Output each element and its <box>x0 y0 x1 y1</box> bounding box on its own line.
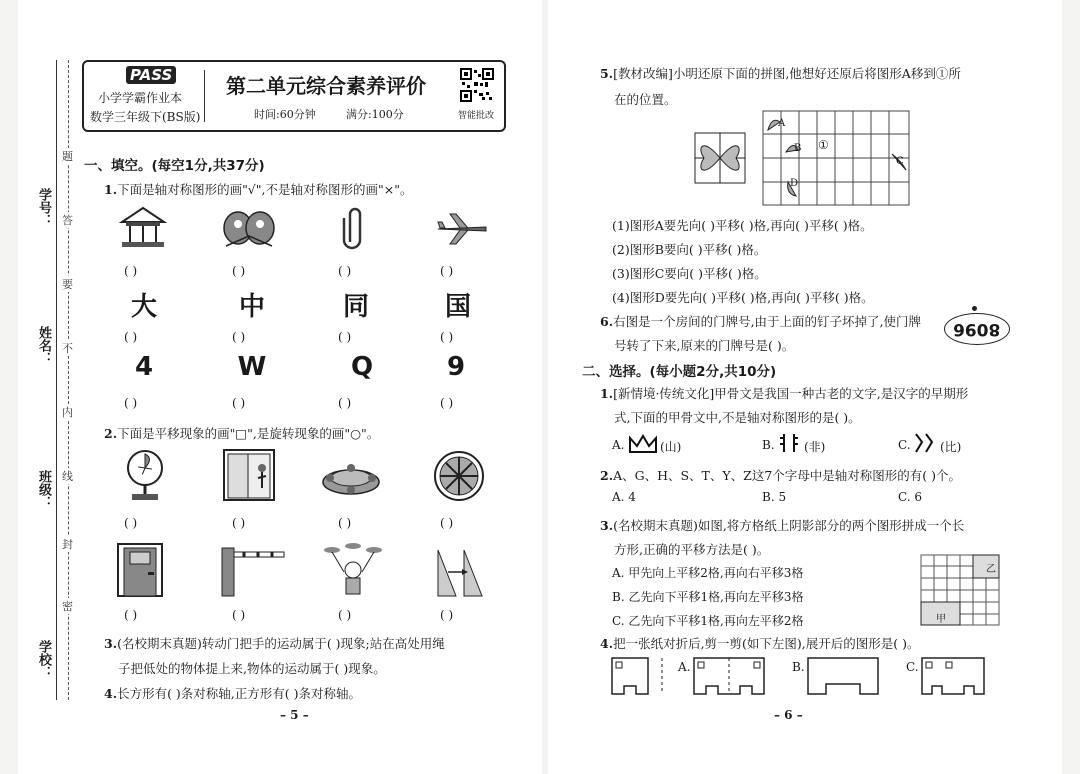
c4-option-a-shape <box>692 656 766 696</box>
c1-option-c-text: (比) <box>940 440 962 454</box>
bamboo-dragonfly-icon <box>322 542 384 598</box>
door-icon <box>116 542 164 598</box>
q3-prompt-a: (名校期末真题)转动门把手的运动属于( )现象;站在高处用绳 <box>117 636 445 651</box>
oracle-mountain-icon <box>628 434 658 454</box>
c4-option-c-label[interactable]: C. <box>906 660 919 674</box>
door-plate-number: 8096 <box>953 319 1001 339</box>
dash-char: 不 <box>62 342 73 355</box>
c3-number: 3. <box>600 518 614 533</box>
c3-prompt-a: (名校期末真题)如图,将方格纸上阴影部分的两个图形拼成一个长 <box>613 518 965 533</box>
q2-number: 2. <box>104 426 118 441</box>
char-item: 4 <box>134 352 154 382</box>
c2-number: 2. <box>600 468 614 483</box>
pavilion-icon <box>118 206 168 250</box>
grid-label-d: D <box>790 178 799 189</box>
q3-number: 3. <box>104 636 118 651</box>
grid-label-1: ① <box>818 138 829 152</box>
class-label: 班级： <box>36 470 51 509</box>
c4-option-c-shape <box>920 656 986 696</box>
oracle-fei-icon <box>778 432 800 454</box>
answer-paren[interactable]: ( ) <box>440 608 454 622</box>
c3-option-b[interactable]: B. 乙先向下平移1格,再向左平移3格 <box>612 590 804 604</box>
brand-logo: PASS <box>126 66 176 84</box>
c1-number: 1. <box>600 386 614 401</box>
sidebar-line <box>56 60 57 700</box>
qr-code-icon <box>460 68 494 102</box>
answer-paren[interactable]: ( ) <box>124 516 138 530</box>
c1-option-b-text: (非) <box>804 440 826 454</box>
full-score: 满分:100分 <box>346 108 404 121</box>
name-label: 姓名： <box>36 326 51 365</box>
char-item: 中 <box>238 292 265 322</box>
c3-option-a[interactable]: A. 甲先向上平移2格,再向右平移3格 <box>612 566 804 580</box>
answer-paren[interactable]: ( ) <box>124 396 138 410</box>
c1-option-c-label[interactable]: C. <box>898 438 911 452</box>
q6-line2: 号转了下来,原来的门牌号是( )。 <box>614 338 795 353</box>
c2-prompt: A、G、H、S、T、Y、Z这7个字母中是轴对称图形的有( )个。 <box>613 468 961 483</box>
header-divider <box>204 70 205 122</box>
folded-paper-icon <box>610 656 668 696</box>
c3-label-yi: 乙 <box>986 564 996 575</box>
grid-label-c: C <box>896 156 904 167</box>
c1-prompt-a: [新情境·传统文化]甲骨文是我国一种古老的文字,是汉字的早期形 <box>613 386 969 401</box>
q1-prompt: 下面是轴对称图形的画"√",不是轴对称图形的画"×"。 <box>117 182 413 197</box>
c1-option-a-text: (山) <box>660 440 682 454</box>
q1-number: 1. <box>104 182 118 197</box>
q5-line2: 在的位置。 <box>614 92 677 107</box>
subject-label: 数学三年级下(BS版) <box>90 110 201 124</box>
fan-icon <box>122 448 168 502</box>
dash-char: 题 <box>62 150 73 163</box>
char-item: 国 <box>444 292 471 322</box>
q5-number: 5. <box>600 66 614 81</box>
section1-title: 一、填空。(每空1分,共37分) <box>84 158 265 174</box>
q5-sub1: (1)图形A要先向( )平移( )格,再向( )平移( )格。 <box>612 218 873 233</box>
header-box <box>82 60 506 132</box>
q2-text <box>104 424 379 442</box>
school-label: 学校： <box>36 640 51 679</box>
q5-sub4: (4)图形D要先向( )平移( )格,再向( )平移( )格。 <box>612 290 874 305</box>
carousel-icon <box>320 456 382 500</box>
door-plate <box>944 313 1010 345</box>
page-number-right: – 6 – <box>774 708 803 722</box>
triangle-slide-icon <box>434 546 490 598</box>
answer-paren[interactable]: ( ) <box>124 330 138 344</box>
answer-paren[interactable]: ( ) <box>124 608 138 622</box>
q5-prompt-a: [教材改编]小明还原下面的拼图,他想好还原后将图形A移到①所 <box>613 66 961 81</box>
page-title: 第二单元综合素养评价 <box>226 74 426 98</box>
q4-prompt: 长方形有( )条对称轴,正方形有( )条对称轴。 <box>117 686 361 701</box>
answer-paren[interactable]: ( ) <box>440 264 454 278</box>
answer-paren[interactable]: ( ) <box>338 608 352 622</box>
char-item: 9 <box>446 352 466 382</box>
c1-line1 <box>600 384 968 402</box>
dash-char: 密 <box>62 600 73 613</box>
char-item: 同 <box>342 292 369 322</box>
grid-label-b: B <box>794 143 802 154</box>
door-plate-nail <box>972 306 977 311</box>
series-name: 小学学霸作业本 <box>98 91 183 105</box>
answer-paren[interactable]: ( ) <box>338 516 352 530</box>
q3-line2: 子把低处的物体提上来,物体的运动属于( )现象。 <box>118 661 386 676</box>
answer-paren[interactable]: ( ) <box>440 396 454 410</box>
answer-paren[interactable]: ( ) <box>232 264 246 278</box>
answer-paren[interactable]: ( ) <box>338 264 352 278</box>
c1-line2: 式,下面的甲骨文中,不是轴对称图形的是( )。 <box>614 410 861 425</box>
barrier-gate-icon <box>220 544 286 598</box>
paper-cut-icon <box>220 206 278 250</box>
c2-option-b[interactable]: B. 5 <box>762 490 787 504</box>
c4-option-b-shape <box>806 656 880 696</box>
c3-label-jia: 甲 <box>936 614 946 625</box>
answer-paren[interactable]: ( ) <box>232 516 246 530</box>
sliding-door-icon <box>222 448 276 502</box>
student-id-label: 学号： <box>36 188 51 227</box>
q6-number: 6. <box>600 314 614 329</box>
answer-paren[interactable]: ( ) <box>338 396 352 410</box>
c3-line1 <box>600 516 964 534</box>
dash-char: 内 <box>62 406 73 419</box>
q3-line1 <box>104 634 445 652</box>
c3-line2: 方形,正确的平移方法是( )。 <box>614 542 770 557</box>
c4-option-b-label[interactable]: B. <box>792 660 805 674</box>
c1-option-b-label[interactable]: B. <box>762 438 775 452</box>
q5-sub3: (3)图形C要向( )平移( )格。 <box>612 266 767 281</box>
c4-prompt: 把一张纸对折后,剪一剪(如下左图),展开后的图形是( )。 <box>613 636 920 651</box>
c1-option-a-label[interactable]: A. <box>612 438 625 452</box>
dash-char: 封 <box>62 538 73 551</box>
char-item: 大 <box>130 292 157 322</box>
c2-option-a[interactable]: A. 4 <box>612 490 636 504</box>
char-item: Q <box>350 352 374 382</box>
section2-title: 二、选择。(每小题2分,共10分) <box>582 364 777 380</box>
c4-option-a-label[interactable]: A. <box>678 660 691 674</box>
butterfly-puzzle-icon <box>694 132 746 184</box>
c4-number: 4. <box>600 636 614 651</box>
q6-prompt-a: 右图是一个房间的门牌号,由于上面的钉子坏掉了,使门牌 <box>613 314 922 329</box>
oracle-bi-icon <box>912 432 938 454</box>
c2-text <box>600 466 961 484</box>
q4-text <box>104 684 361 702</box>
airplane-icon <box>436 210 488 248</box>
answer-paren[interactable]: ( ) <box>440 330 454 344</box>
c2-option-c[interactable]: C. 6 <box>898 490 923 504</box>
time-limit: 时间:60分钟 <box>254 108 316 121</box>
q2-prompt: 下面是平移现象的画"□",是旋转现象的画"○"。 <box>117 426 380 441</box>
wheel-icon <box>432 450 486 502</box>
qr-caption: 智能批改 <box>458 111 495 121</box>
answer-paren[interactable]: ( ) <box>232 396 246 410</box>
page-number-left: – 5 – <box>280 708 309 722</box>
c3-option-c[interactable]: C. 乙先向下平移1格,再向左平移2格 <box>612 614 804 628</box>
answer-paren[interactable]: ( ) <box>232 608 246 622</box>
dash-char: 要 <box>62 278 73 291</box>
dash-char: 线 <box>62 470 73 483</box>
answer-paren[interactable]: ( ) <box>338 330 352 344</box>
dash-char: 答 <box>62 214 73 227</box>
answer-paren[interactable]: ( ) <box>440 516 454 530</box>
q5-sub2: (2)图形B要向( )平移( )格。 <box>612 242 767 257</box>
char-item: W <box>237 352 267 382</box>
answer-paren[interactable]: ( ) <box>232 330 246 344</box>
paperclip-icon <box>342 206 368 250</box>
q4-number: 4. <box>104 686 118 701</box>
grid-label-a: A <box>778 118 786 129</box>
answer-paren[interactable]: ( ) <box>124 264 138 278</box>
q1-text <box>104 180 412 198</box>
c4-text <box>600 634 920 652</box>
q6-line1 <box>600 312 921 330</box>
q5-line1 <box>600 64 961 82</box>
